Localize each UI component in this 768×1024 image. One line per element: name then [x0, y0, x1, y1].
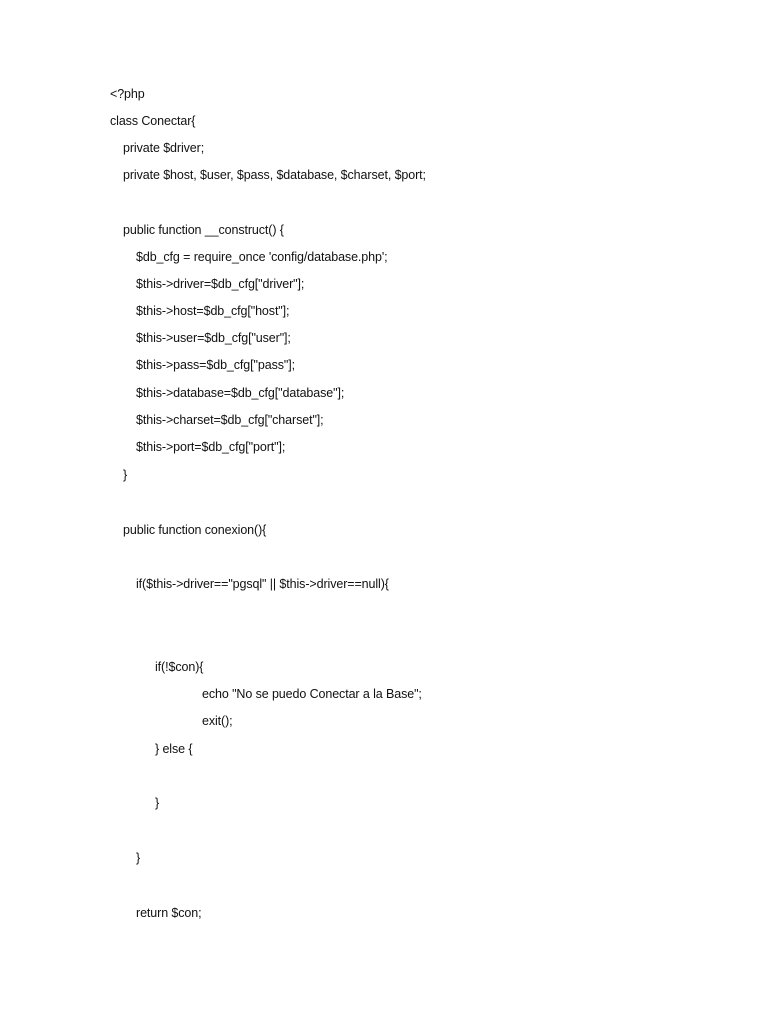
- code-line-assign-charset: $this->charset=$db_cfg["charset"];: [136, 413, 324, 427]
- code-line-connection-check: if(!$con){: [155, 660, 204, 674]
- code-line-assign-database: $this->database=$db_cfg["database"];: [136, 386, 345, 400]
- code-line-class-declaration: class Conectar{: [110, 114, 196, 128]
- code-line-assign-port: $this->port=$db_cfg["port"];: [136, 440, 286, 454]
- code-line-constructor-close: }: [123, 468, 128, 482]
- code-line-exit-call: exit();: [202, 714, 233, 728]
- code-line-conexion-declaration: public function conexion(){: [123, 523, 267, 537]
- code-line-db-config: $db_cfg = require_once 'config/database.php';: [136, 250, 388, 264]
- code-line-assign-pass: $this->pass=$db_cfg["pass"];: [136, 358, 295, 372]
- code-line-php-open: <?php: [110, 87, 145, 101]
- code-line-driver-condition: if($this->driver=="pgsql" || $this->driver==null){: [136, 577, 389, 591]
- code-line-inner-close: }: [155, 796, 160, 810]
- code-line-assign-user: $this->user=$db_cfg["user"];: [136, 331, 291, 345]
- code-line-private-driver: private $driver;: [123, 141, 205, 155]
- code-line-if-close: }: [136, 851, 141, 865]
- code-line-error-message: echo "No se puedo Conectar a la Base";: [202, 687, 422, 701]
- code-line-private-properties: private $host, $user, $pass, $database, $charset, $port;: [123, 168, 426, 182]
- code-line-else-block: } else {: [155, 742, 193, 756]
- code-line-constructor-declaration: public function __construct() {: [123, 223, 284, 237]
- code-line-assign-driver: $this->driver=$db_cfg["driver"];: [136, 277, 305, 291]
- code-line-assign-host: $this->host=$db_cfg["host"];: [136, 304, 290, 318]
- code-line-return-connection: return $con;: [136, 906, 202, 920]
